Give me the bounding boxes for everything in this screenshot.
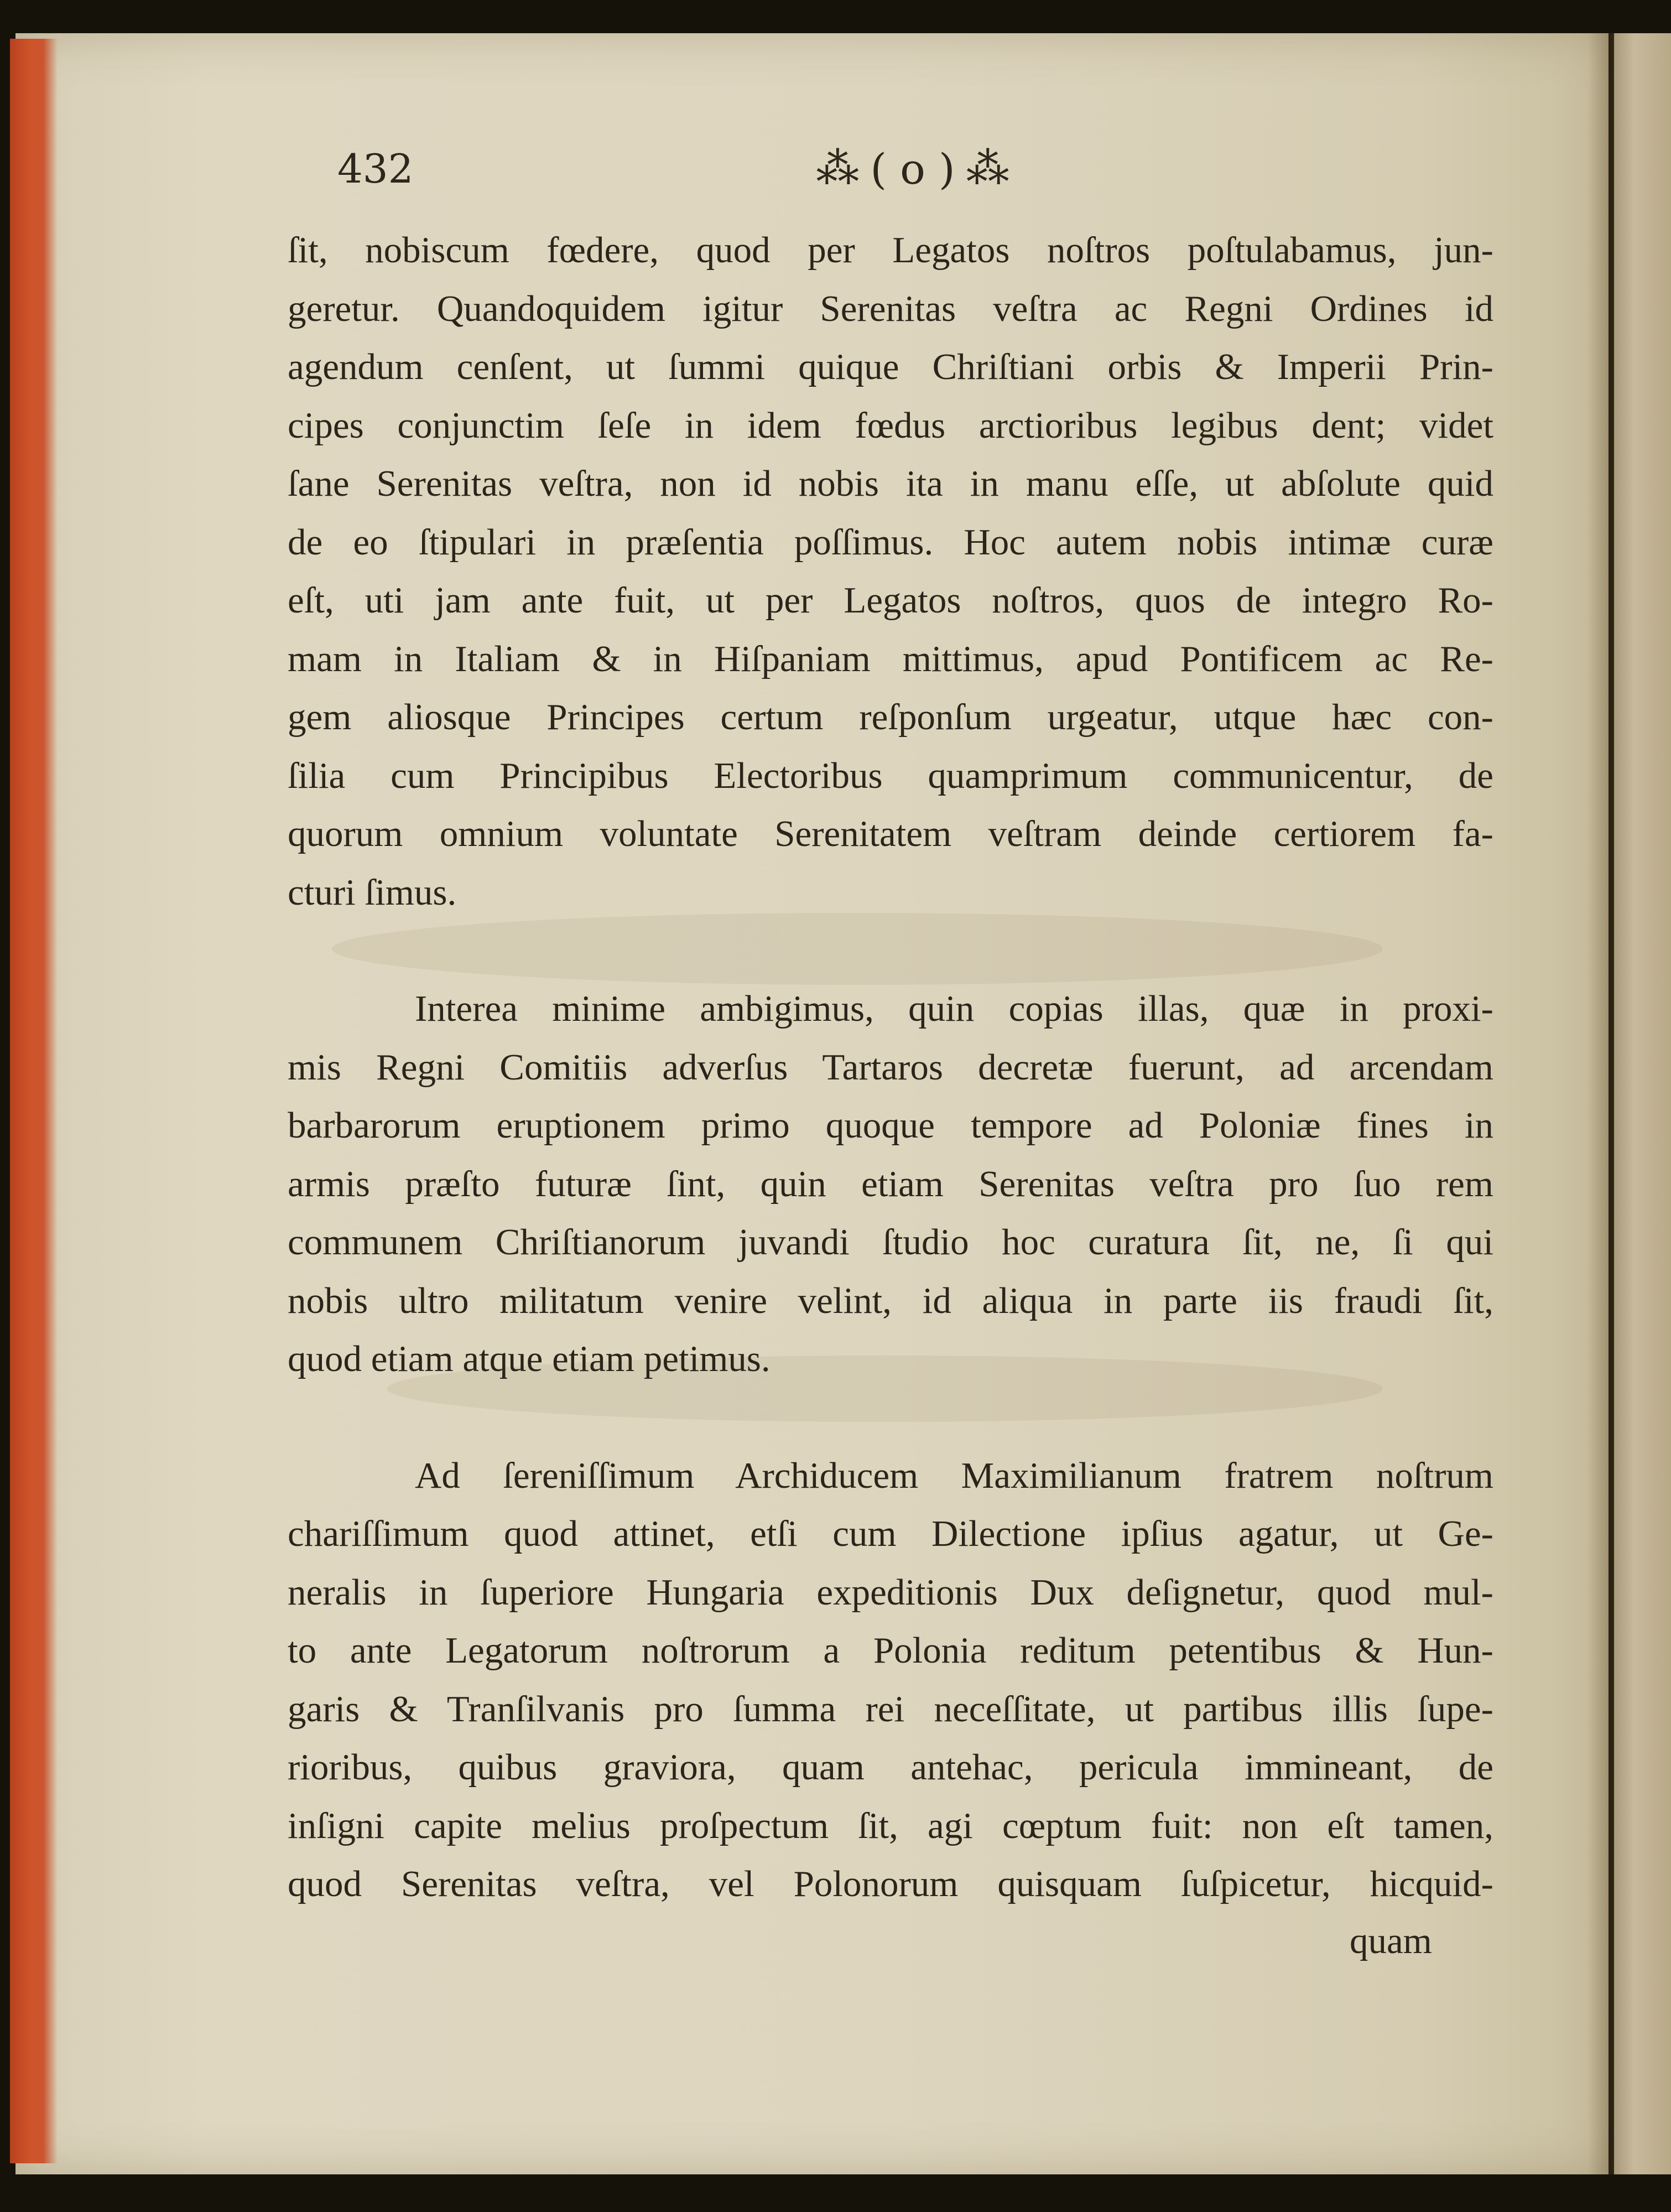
text-line: mis Regni Comitiis adverſus Tartaros decretæ fuerunt, ad arcendam <box>288 1046 1493 1088</box>
text-line: cturi ſimus. <box>288 871 457 913</box>
text-line: ſilia cum Principibus Electoribus quamprimum communicentur, de <box>288 755 1493 796</box>
text-line: garis & Tranſilvanis pro ſumma rei neceſſitate, ut partibus illis ſupe- <box>288 1688 1493 1730</box>
text-line: inſigni capite melius proſpectum ſit, agi cœptum fuit: non eſt tamen, <box>288 1805 1493 1846</box>
running-head <box>758 141 1068 196</box>
text-line: ſane Serenitas veſtra, non id nobis ita in manu eſſe, ut abſolute quid <box>288 463 1493 504</box>
text-line: cipes conjunctim ſeſe in idem fœdus arctioribus legibus dent; videt <box>288 404 1493 446</box>
text-line: Interea minime ambigimus, quin copias illas, quæ in proxi- <box>415 988 1493 1029</box>
text-line: ſit, nobiscum fœdere, quod per Legatos noſtros poſtulabamus, jun- <box>288 230 1493 271</box>
text-line: geretur. Quandoquidem igitur Serenitas veſtra ac Regni Ordines id <box>288 288 1493 329</box>
text-line: armis præſto futuræ ſint, quin etiam Serenitas veſtra pro ſuo rem <box>288 1163 1493 1204</box>
text-line: communem Chriſtianorum juvandi ſtudio hoc curatura ſit, ne, ſi qui <box>288 1222 1493 1263</box>
text-line: gem aliosque Principes certum reſponſum urgeatur, utque hæc con- <box>288 697 1493 738</box>
text-line: to ante Legatorum noſtrorum a Polonia reditum petentibus & Hun- <box>288 1630 1493 1671</box>
paragraph-gap <box>288 922 1493 980</box>
paragraph-2 <box>288 980 1493 1389</box>
catchword: quam <box>1350 1920 1432 1961</box>
text-line: nobis ultro militatum venire velint, id aliqua in parte iis fraudi ſit, <box>288 1280 1493 1321</box>
running-head-text: ( o ) <box>870 144 955 194</box>
paragraph-1 <box>288 221 1493 922</box>
text-line: eſt, uti jam ante fuit, ut per Legatos noſtros, quos de integro Ro- <box>288 580 1493 621</box>
text-line: neralis in ſuperiore Hungaria expeditionis Dux deſignetur, quod mul- <box>288 1571 1493 1613</box>
text-line: quorum omnium voluntate Serenitatem veſtram deinde certiorem fa- <box>288 813 1493 854</box>
next-page-edge <box>1614 33 1671 2174</box>
red-page-edge <box>10 39 58 2163</box>
text-line: quod etiam atque etiam petimus. <box>288 1338 771 1379</box>
text-line: barbarorum eruptionem primo quoque tempore ad Poloniæ fines in <box>288 1105 1493 1146</box>
text-line: Ad ſereniſſimum Archiducem Maximilianum fratrem noſtrum <box>415 1455 1493 1496</box>
text-line: mam in Italiam & in Hiſpaniam mittimus, apud Pontificem ac Re- <box>288 638 1493 679</box>
page-number: 432 <box>337 146 414 192</box>
text-line: agendum cenſent, ut ſummi quique Chriſtiani orbis & Imperii Prin- <box>288 346 1493 387</box>
text-line: quod Serenitas veſtra, vel Polonorum quisquam ſuſpicetur, hicquid- <box>288 1863 1493 1904</box>
text-line: chariſſimum quod attinet, etſi cum Dilectione ipſius agatur, ut Ge- <box>288 1513 1493 1554</box>
main-text <box>288 221 1493 1914</box>
text-line: rioribus, quibus graviora, quam antehac, pericula immineant, de <box>288 1747 1493 1788</box>
text-line: de eo ſtipulari in præſentia poſſimus. Hoc autem nobis intimæ curæ <box>288 521 1493 563</box>
page-header <box>337 141 1499 207</box>
left-ornament-icon: ⁂ <box>816 144 860 194</box>
right-ornament-icon: ⁂ <box>966 144 1009 194</box>
paragraph-gap <box>288 1389 1493 1447</box>
paragraph-3 <box>288 1447 1493 1914</box>
